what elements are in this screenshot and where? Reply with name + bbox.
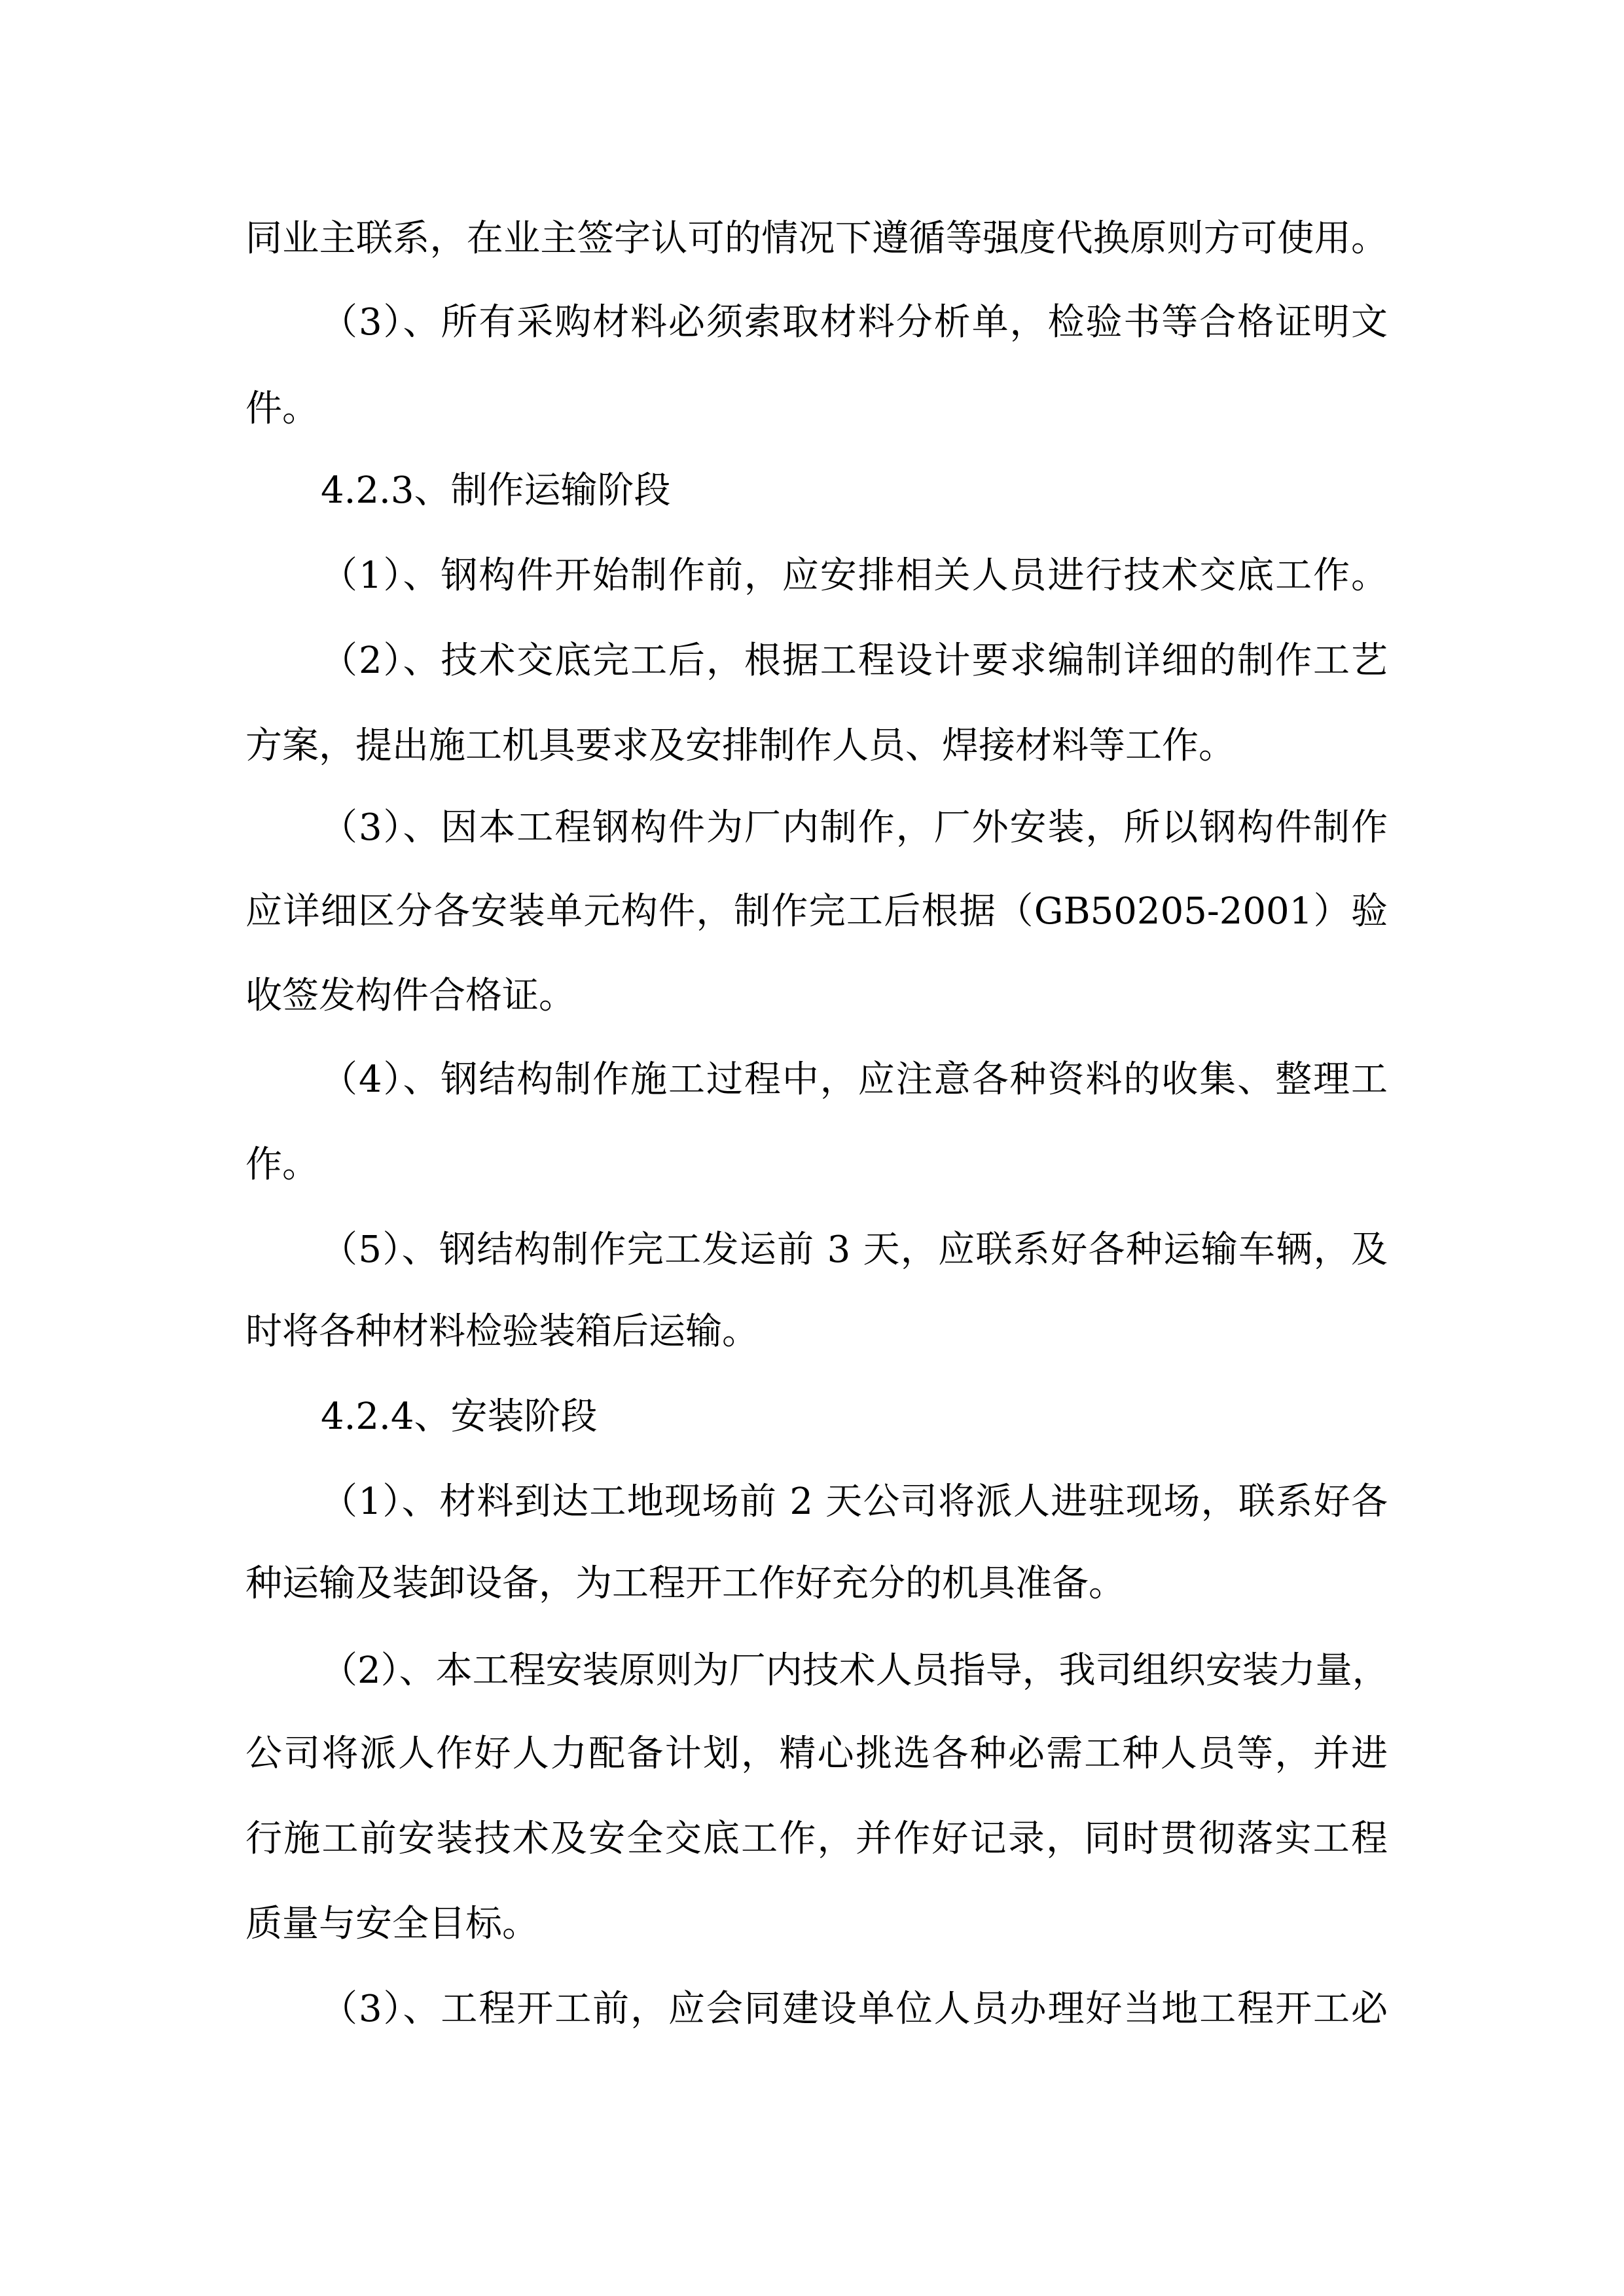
text-line: （3）、所有采购材料必须索取材料分析单，检验书等合格证明文: [321, 301, 1388, 344]
text-line: 收签发构件合格证。: [245, 975, 575, 1017]
text-line: （3）、因本工程钢构件为厂内制作，厂外安装，所以钢构件制作: [321, 806, 1388, 849]
text-line: 行施工前安装技术及安全交底工作，并作好记录，同时贯彻落实工程: [245, 1818, 1388, 1860]
text-line: （2）、技术交底完工后，根据工程设计要求编制详细的制作工艺: [321, 639, 1388, 682]
text-line: （5）、钢结构制作完工发运前 3 天，应联系好各种运输车辆，及: [321, 1229, 1388, 1271]
text-line: （1）、材料到达工地现场前 2 天公司将派人进驻现场，联系好各: [321, 1480, 1388, 1523]
text-line: 时将各种材料检验装箱后运输。: [245, 1310, 759, 1353]
text-line: （3）、工程开工前，应会同建设单位人员办理好当地工程开工必: [321, 1988, 1388, 2030]
text-line: 方案，提出施工机具要求及安排制作人员、焊接材料等工作。: [245, 725, 1235, 767]
text-line: 公司将派人作好人力配备计划，精心挑选各种必需工种人员等，并进: [245, 1732, 1388, 1775]
text-line: （2）、本工程安装原则为厂内技术人员指导，我司组织安装力量，: [321, 1649, 1389, 1692]
text-line: 同业主联系，在业主签字认可的情况下遵循等强度代换原则方可使用。: [245, 217, 1388, 260]
text-line: 件。: [245, 387, 319, 430]
text-line: （1）、钢构件开始制作前，应安排相关人员进行技术交底工作。: [321, 554, 1388, 597]
text-line: 种运输及装卸设备，为工程开工作好充分的机具准备。: [245, 1562, 1125, 1605]
text-line: 质量与安全目标。: [245, 1903, 539, 1945]
text-line: 应详细区分各安装单元构件，制作完工后根据（GB50205-2001）验: [245, 890, 1388, 933]
section-heading: 4.2.4、安装阶段: [321, 1395, 598, 1438]
text-line: （4）、钢结构制作施工过程中，应注意各种资料的收集、整理工: [321, 1058, 1388, 1101]
section-heading: 4.2.3、制作运输阶段: [321, 469, 671, 512]
text-line: 作。: [245, 1143, 319, 1186]
